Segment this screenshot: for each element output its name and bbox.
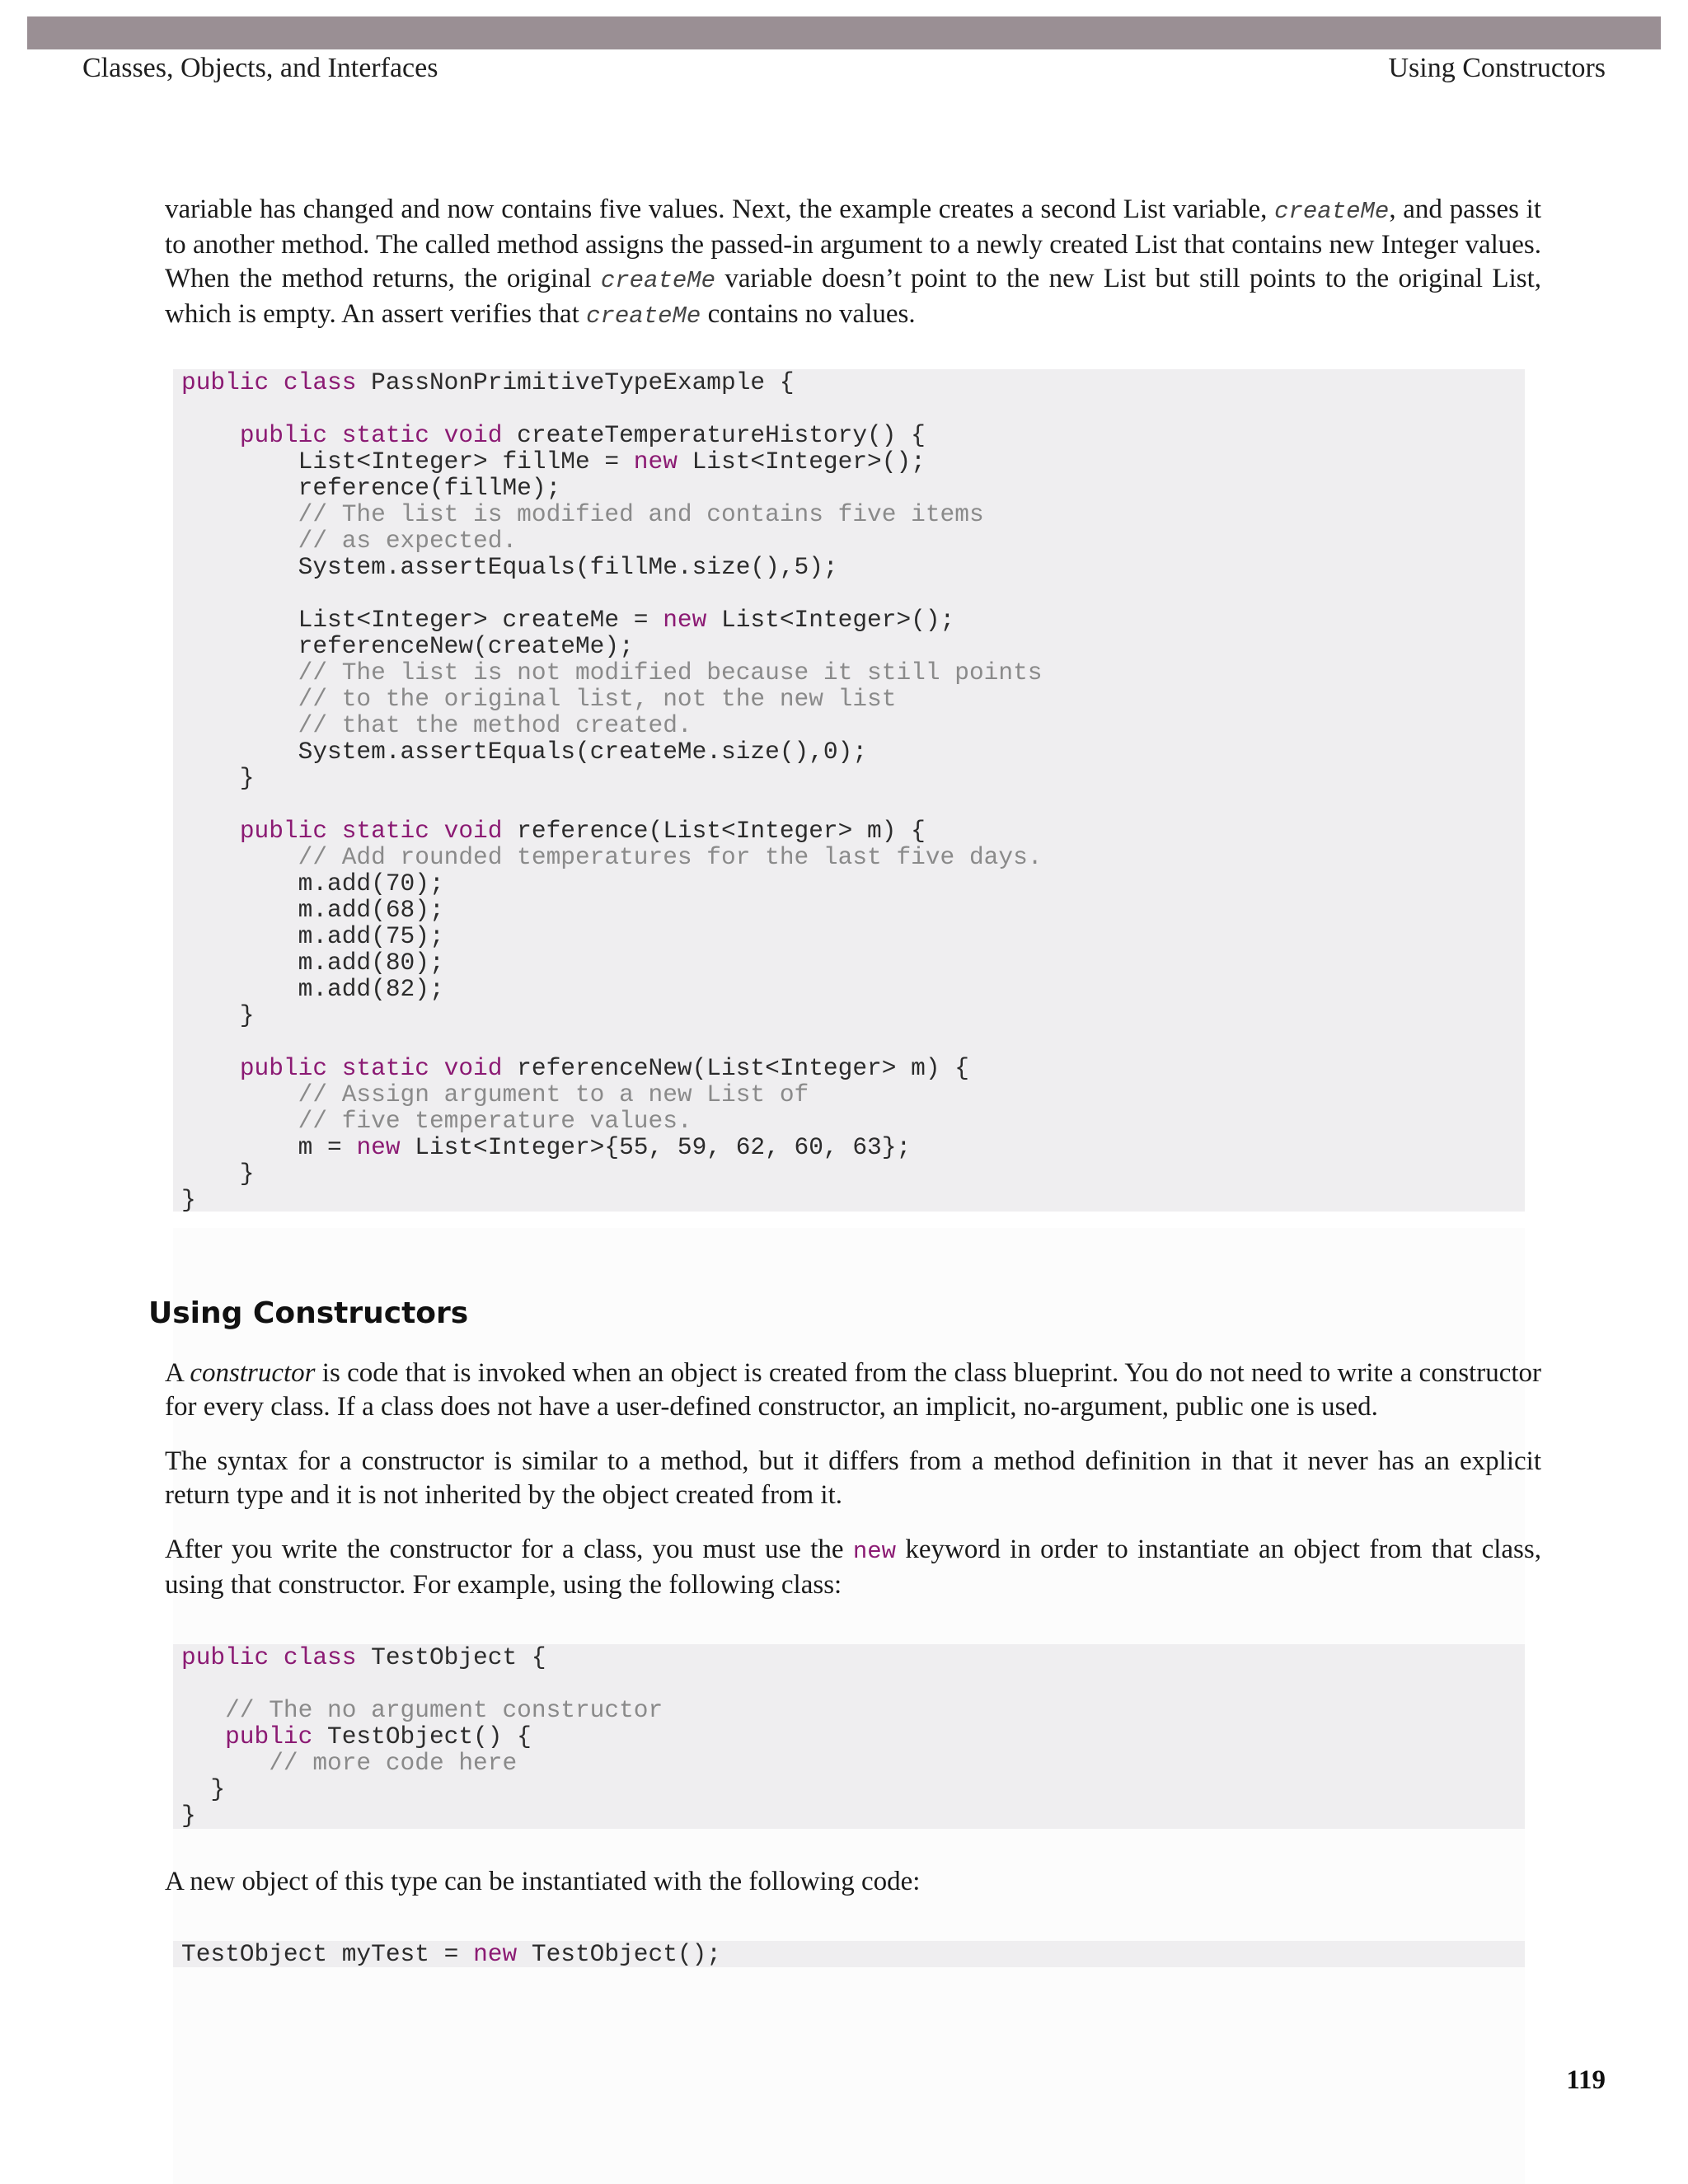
code-text: reference(fillMe); [181,474,561,502]
code-line [181,1108,1517,1134]
code-line [181,738,1517,765]
code-text: m = [181,1133,357,1161]
text-run: keyword in order to instantiate an object from that class, using that constructor. For example, using the following class: [165,1535,1541,1600]
code-text [181,1722,225,1750]
inline-code: createMe [1274,198,1390,225]
code-text: reference(List<Integer> m) { [502,817,926,845]
code-keyword: new [473,1940,518,1968]
code-line [181,369,1517,396]
code-line [181,1081,1517,1108]
code-text: TestObject() { [312,1722,532,1750]
code-comment: // Assign argument to a new List of [181,1080,809,1108]
inline-code: createMe [586,302,701,330]
text-run: After you write the constructor for a class, you must use the [165,1535,853,1564]
code-line [181,897,1517,923]
code-text: m.add(75); [181,922,444,950]
code-block-instantiate [173,1941,1525,1967]
code-line [181,949,1517,976]
code-text: List<Integer>(); [706,606,955,634]
code-keyword: new [663,606,707,634]
code-line [181,1187,1517,1213]
text-run: , and passes it to another method. The called method assigns the passed-in argument to a newly created List that contains new Integer values. When the method returns, the original [165,194,1541,293]
code-text: } [181,1775,226,1803]
code-text: System.assertEquals(fillMe.size(),5); [181,553,838,581]
code-text: TestObject { [356,1643,546,1671]
code-line [181,686,1517,712]
code-line [181,1802,1517,1829]
code-line [181,1134,1517,1160]
text-run: is code that is invoked when an object is created from the class blueprint. You do not need to write a constructor for every class. If a class does not have a user-defined constructor, an implicit, no-argument, public one is used. [165,1358,1541,1422]
text-run: variable has changed and now contains five values. Next, the example creates a second List variable, [165,194,1275,224]
new-keyword-paragraph [165,1533,1541,1602]
code-line [181,870,1517,897]
code-keyword: public static void [239,421,503,449]
code-text: List<Integer>{55, 59, 62, 60, 63}; [400,1133,912,1161]
code-text: } [181,1001,255,1029]
emphasis: constructor [190,1358,316,1388]
code-keyword: public [225,1722,313,1750]
code-text: TestObject myTest = [181,1940,474,1968]
code-text: List<Integer>(); [677,448,926,476]
code-text: m.add(68); [181,896,444,924]
text-run: variable doesn’t point to the new List but still points to the original List, which is empty. An assert verifies that [165,264,1542,329]
code-line [181,765,1517,791]
code-keyword: public class [181,368,357,396]
code-line [181,791,1517,818]
code-line [181,1941,1517,1967]
constructor-syntax-paragraph: The syntax for a constructor is similar to a method, but it differs from a method definition in that it never has an explicit return type and it is not inherited by the object created from it. [165,1446,1541,1510]
code-line [181,1002,1517,1029]
code-comment: // The list is modified and contains five items [181,500,984,528]
code-comment: // to the original list, not the new list [181,685,897,713]
code-text: m.add(82); [181,975,444,1003]
code-text: } [181,1160,255,1188]
code-line [181,712,1517,738]
code-keyword: public static void [239,1054,503,1082]
code-text [181,1054,240,1082]
code-line [181,1776,1517,1802]
intro-paragraph [165,193,1541,333]
text-run: A [165,1358,190,1388]
code-line [181,659,1517,686]
inline-keyword: new [852,1538,897,1565]
running-header-section: Using Constructors [1388,53,1606,83]
inline-code: createMe [600,267,716,294]
code-comment: // The list is not modified because it still points [181,658,1043,687]
text-run: contains no values. [701,299,916,329]
code-line [181,422,1517,448]
code-line [181,396,1517,422]
code-line [181,501,1517,527]
code-text: TestObject(); [517,1940,722,1968]
code-comment: // more code here [181,1749,518,1777]
code-comment: // The no argument constructor [225,1696,663,1724]
code-line [181,475,1517,501]
code-text: referenceNew(createMe); [181,632,634,660]
instantiate-paragraph: A new object of this type can be instantiated with the following code: [165,1867,921,1896]
code-text: List<Integer> createMe = [181,606,663,634]
code-text: List<Integer> fillMe = [181,448,634,476]
code-line [181,448,1517,475]
code-line [181,580,1517,607]
code-line [181,818,1517,844]
code-line [181,1671,1517,1697]
code-comment: // Add rounded temperatures for the last five days. [181,843,1043,871]
code-block-pass-non-primitive [173,369,1525,1212]
code-line [181,633,1517,659]
code-comment: // five temperature values. [181,1107,692,1135]
code-text: PassNonPrimitiveTypeExample { [356,368,795,396]
code-line [181,1160,1517,1187]
code-keyword: new [633,448,678,476]
code-keyword: public static void [239,817,503,845]
code-text [181,817,240,845]
code-text: m.add(80); [181,949,444,977]
code-block-test-object [173,1644,1525,1829]
code-line [181,844,1517,870]
code-comment: // that the method created. [181,711,692,739]
code-line [181,1029,1517,1055]
constructor-definition-paragraph [165,1357,1541,1424]
page-number: 119 [1566,2065,1606,2095]
code-line [181,607,1517,633]
code-keyword: public class [181,1643,357,1671]
code-line [181,527,1517,554]
code-text [181,421,240,449]
code-text: createTemperatureHistory() { [502,421,926,449]
code-text [181,1696,225,1724]
code-text: referenceNew(List<Integer> m) { [502,1054,969,1082]
code-text: } [181,764,255,792]
code-line [181,1723,1517,1750]
code-line [181,976,1517,1002]
code-line [181,1697,1517,1723]
section-heading: Using Constructors [148,1296,469,1330]
code-keyword: new [356,1133,401,1161]
code-text: System.assertEquals(createMe.size(),0); [181,738,868,766]
code-line [181,1644,1517,1671]
code-text: } [181,1186,196,1214]
code-line [181,923,1517,949]
code-line [181,1750,1517,1776]
top-bar [27,16,1661,49]
code-text: m.add(70); [181,869,444,898]
code-text: } [181,1802,196,1830]
code-line [181,554,1517,580]
code-line [181,1055,1517,1081]
code-comment: // as expected. [181,527,518,555]
running-header-chapter: Classes, Objects, and Interfaces [82,53,438,83]
